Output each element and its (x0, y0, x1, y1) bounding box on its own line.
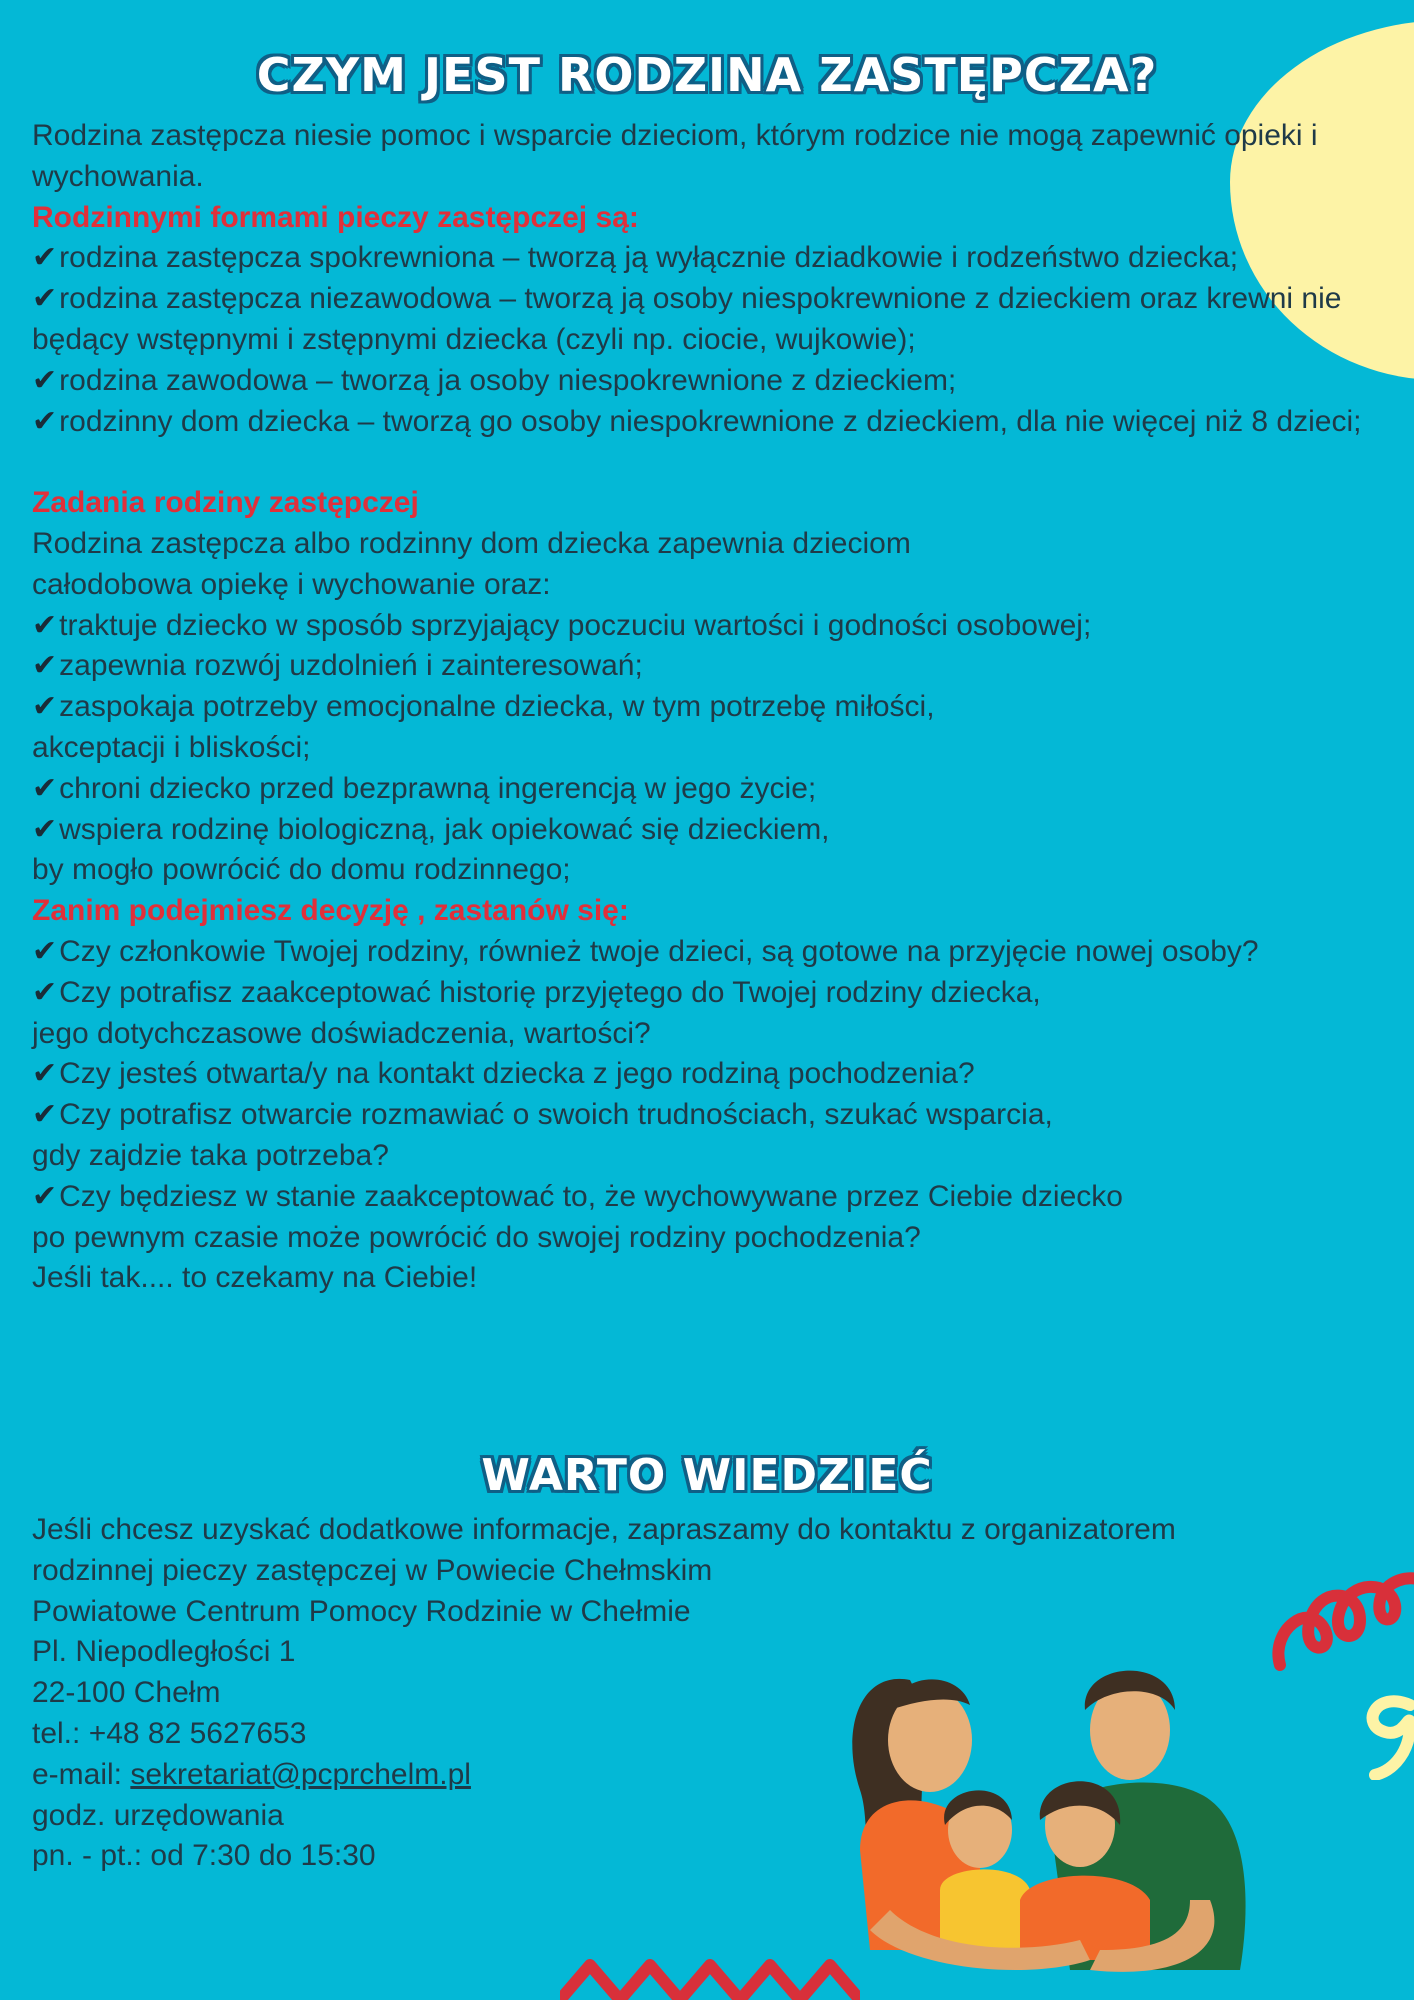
list-item (32, 361, 1382, 402)
list-item (32, 973, 1382, 1014)
list-item-text: Czy członkowie Twojej rodziny, również twoje dzieci, są gotowe na przyjęcie nowej osoby? (59, 934, 1259, 968)
family-illustration (830, 1650, 1270, 1990)
list-item-text: Czy potrafisz otwarcie rozmawiać o swoich trudnościach, szukać wsparcia, (59, 1098, 1053, 1132)
list-item (32, 1136, 1382, 1177)
yellow-squiggle (1355, 1690, 1414, 1780)
list-item (32, 810, 1382, 851)
list-item-text: Czy jesteś otwarta/y na kontakt dziecka z jego rodziną pochodzenia? (59, 1057, 975, 1091)
list-item-text: rodzina zastępcza spokrewniona – tworzą ją wyłącznie dziadkowie i rodzeństwo dziecka; (59, 241, 1239, 275)
list-item-text: Czy potrafisz zaakceptować historię przyjętego do Twojej rodziny dziecka, (59, 975, 1041, 1009)
warto-wiedziec-heading: WARTO WIEDZIEĆ (481, 1450, 933, 1501)
check-icon: ✔ (32, 812, 58, 846)
tasks-intro-line: Rodzina zastępcza albo rodzinny dom dziecka zapewnia dzieciom (32, 526, 911, 560)
list-item (32, 1218, 1382, 1259)
list-item-text: akceptacji i bliskości; (32, 730, 311, 764)
check-icon: ✔ (32, 1179, 58, 1213)
tasks-heading: Zadania rodziny zastępczej (32, 486, 419, 520)
list-item (32, 1177, 1382, 1218)
list-item-text: traktuje dziecko w sposób sprzyjający poczuciu wartości i godności osobowej; (59, 608, 1092, 642)
ribbon-squiggle (1270, 1560, 1414, 1680)
list-item (32, 1054, 1382, 1095)
tasks-list (32, 606, 1382, 892)
list-item-text: by mogło powrócić do domu rodzinnego; (32, 853, 571, 887)
list-item-text: jego dotychczasowe doświadczenia, wartości? (32, 1016, 651, 1050)
email-label: e-mail: (32, 1757, 131, 1791)
check-icon: ✔ (32, 975, 58, 1009)
intro-text: Rodzina zastępcza niesie pomoc i wsparcie dzieciom, którym rodzice nie mogą zapewnić opieki i wychowania. (32, 119, 1318, 193)
decision-list (32, 932, 1382, 1258)
list-item (32, 932, 1382, 973)
list-item-text: Czy będziesz w stanie zaakceptować to, że wychowywane przez Ciebie dziecko (59, 1179, 1123, 1213)
decision-heading: Zanim podejmiesz decyzję , zastanów się: (32, 894, 629, 928)
list-item-text: rodzinny dom dziecka – tworzą go osoby niespokrewnione z dzieckiem, dla nie więcej niż 8 dzieci; (59, 404, 1362, 438)
list-item-text: chroni dziecko przed bezprawną ingerencją w jego życie; (59, 771, 817, 805)
list-item-text: zaspokaja potrzeby emocjonalne dziecka, w tym potrzebę miłości, (59, 690, 935, 724)
list-item (32, 606, 1382, 647)
street-address: Pl. Niepodległości 1 (32, 1635, 296, 1669)
list-item (32, 1014, 1382, 1055)
check-icon: ✔ (32, 608, 58, 642)
check-icon: ✔ (32, 1098, 58, 1132)
phone-number: tel.: +48 82 5627653 (32, 1716, 307, 1750)
list-item (32, 402, 1382, 443)
tasks-intro-line: całodobowa opiekę i wychowanie oraz: (32, 567, 551, 601)
list-item-text: gdy zajdzie taka potrzeba? (32, 1138, 389, 1172)
list-item-text: zapewnia rozwój uzdolnień i zainteresowań; (59, 649, 643, 683)
list-item-text: rodzina zawodowa – tworzą ja osoby niespokrewnione z dzieckiem; (59, 363, 957, 397)
check-icon: ✔ (32, 363, 58, 397)
check-icon: ✔ (32, 690, 58, 724)
list-item (32, 279, 1382, 361)
office-hours: pn. - pt.: od 7:30 do 15:30 (32, 1839, 376, 1873)
list-item (32, 1095, 1382, 1136)
list-item-text: wspiera rodzinę biologiczną, jak opiekować się dzieckiem, (59, 812, 830, 846)
check-icon: ✔ (32, 241, 58, 275)
contact-line: Jeśli chcesz uzyskać dodatkowe informacje, zapraszamy do kontaktu z organizatorem (32, 1513, 1176, 1546)
list-item-text: po pewnym czasie może powrócić do swojej rodziny pochodzenia? (32, 1220, 921, 1254)
forms-heading: Rodzinnymi formami pieczy zastępczej są: (32, 200, 639, 234)
list-item (32, 769, 1382, 810)
forms-list (32, 238, 1382, 442)
office-hours-label: godz. urzędowania (32, 1798, 284, 1832)
main-content (32, 116, 1382, 1299)
decision-closing: Jeśli tak.... to czekamy na Ciebie! (32, 1261, 478, 1295)
check-icon: ✔ (32, 649, 58, 683)
check-icon: ✔ (32, 282, 58, 316)
organization-name: Powiatowe Centrum Pomocy Rodzinie w Chełmie (32, 1594, 691, 1628)
list-item (32, 646, 1382, 687)
zigzag-decoration (560, 1950, 860, 2000)
check-icon: ✔ (32, 404, 58, 438)
email-link[interactable]: sekretariat@pcprchelm.pl (130, 1757, 471, 1791)
check-icon: ✔ (32, 771, 58, 805)
list-item (32, 728, 1382, 769)
city-address: 22-100 Chełm (32, 1676, 221, 1710)
check-icon: ✔ (32, 1057, 58, 1091)
list-item (32, 687, 1382, 728)
page-title: CZYM JEST RODZINA ZASTĘPCZA? (256, 48, 1158, 102)
list-item (32, 850, 1382, 891)
list-item (32, 238, 1382, 279)
list-item-text: rodzina zastępcza niezawodowa – tworzą ją osoby niespokrewnione z dzieckiem oraz krewni nie będący wstępnymi i zstępnymi dziecka (czyli np. ciocie, wujkowie); (32, 282, 1342, 356)
contact-line: rodzinnej pieczy zastępczej w Powiecie Chełmskim (32, 1553, 713, 1587)
check-icon: ✔ (32, 934, 58, 968)
spacer (32, 442, 1382, 483)
